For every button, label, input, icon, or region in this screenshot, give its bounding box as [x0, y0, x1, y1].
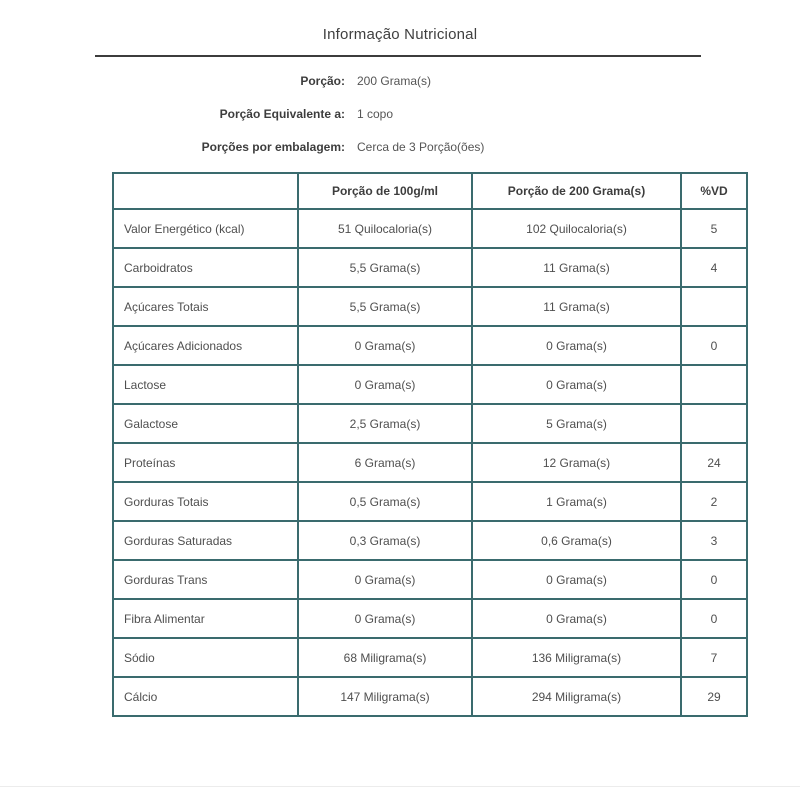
- serving-equivalent-label: Porção Equivalente a:: [219, 106, 345, 121]
- servings-per-pack-label: Porções por embalagem:: [201, 139, 345, 154]
- table-cell-nutrient: Fibra Alimentar: [113, 599, 298, 638]
- table-cell-per-100: 5,5 Grama(s): [298, 248, 472, 287]
- table-cell-nutrient: Açúcares Adicionados: [113, 326, 298, 365]
- table-cell-per-serving: 11 Grama(s): [472, 287, 681, 326]
- table-cell-vd: 29: [681, 677, 747, 716]
- table-cell-nutrient: Valor Energético (kcal): [113, 209, 298, 248]
- table-cell-vd: [681, 404, 747, 443]
- table-cell-per-100: 0 Grama(s): [298, 326, 472, 365]
- serving-info-section: [0, 64, 800, 163]
- table-row: [113, 521, 747, 560]
- table-cell-per-100: 147 Miligrama(s): [298, 677, 472, 716]
- table-cell-nutrient: Cálcio: [113, 677, 298, 716]
- table-row: [113, 482, 747, 521]
- table-cell-per-100: 51 Quilocaloria(s): [298, 209, 472, 248]
- table-cell-nutrient: Galactose: [113, 404, 298, 443]
- table-cell-per-100: 0,3 Grama(s): [298, 521, 472, 560]
- title-divider: [95, 55, 701, 57]
- nutrition-table: [112, 172, 748, 717]
- serving-size-label: Porção:: [300, 73, 345, 88]
- table-cell-vd: 4: [681, 248, 747, 287]
- page-title: Informação Nutricional: [322, 26, 478, 43]
- table-cell-per-serving: 0,6 Grama(s): [472, 521, 681, 560]
- table-cell-per-serving: 12 Grama(s): [472, 443, 681, 482]
- table-cell-per-serving: 11 Grama(s): [472, 248, 681, 287]
- table-cell-vd: 7: [681, 638, 747, 677]
- table-cell-per-serving: 102 Quilocaloria(s): [472, 209, 681, 248]
- table-cell-per-100: 68 Miligrama(s): [298, 638, 472, 677]
- table-cell-per-100: 2,5 Grama(s): [298, 404, 472, 443]
- table-cell-per-100: 0 Grama(s): [298, 365, 472, 404]
- table-row: [113, 209, 747, 248]
- table-cell-vd: 0: [681, 560, 747, 599]
- table-cell-nutrient: Açúcares Totais: [113, 287, 298, 326]
- table-cell-nutrient: Gorduras Saturadas: [113, 521, 298, 560]
- table-row: [113, 560, 747, 599]
- table-cell-per-serving: 0 Grama(s): [472, 365, 681, 404]
- table-cell-per-serving: 136 Miligrama(s): [472, 638, 681, 677]
- table-cell-nutrient: Lactose: [113, 365, 298, 404]
- table-row: [113, 404, 747, 443]
- table-cell-per-100: 0 Grama(s): [298, 599, 472, 638]
- header-cell-nutrient: [113, 173, 298, 209]
- header-cell-vd-percent: %VD: [681, 173, 747, 209]
- table-row: [113, 248, 747, 287]
- nutrition-table-body: [113, 209, 747, 716]
- table-cell-nutrient: Gorduras Trans: [113, 560, 298, 599]
- serving-size-value: 200 Grama(s): [357, 73, 432, 88]
- table-cell-per-100: 0 Grama(s): [298, 560, 472, 599]
- header-row: [113, 173, 747, 209]
- table-cell-vd: [681, 365, 747, 404]
- table-cell-per-100: 0,5 Grama(s): [298, 482, 472, 521]
- table-row: [113, 638, 747, 677]
- table-cell-vd: [681, 287, 747, 326]
- table-cell-per-serving: 5 Grama(s): [472, 404, 681, 443]
- table-cell-per-serving: 1 Grama(s): [472, 482, 681, 521]
- table-cell-nutrient: Sódio: [113, 638, 298, 677]
- table-row: [113, 599, 747, 638]
- table-cell-vd: 5: [681, 209, 747, 248]
- table-cell-nutrient: Proteínas: [113, 443, 298, 482]
- table-cell-per-serving: 294 Miligrama(s): [472, 677, 681, 716]
- serving-equivalent-value: 1 copo: [357, 106, 394, 121]
- header-cell-per-100: Porção de 100g/ml: [298, 173, 472, 209]
- table-row: [113, 443, 747, 482]
- nutrition-table-wrapper: [112, 172, 748, 717]
- table-cell-vd: 24: [681, 443, 747, 482]
- table-cell-per-100: 5,5 Grama(s): [298, 287, 472, 326]
- table-cell-nutrient: Gorduras Totais: [113, 482, 298, 521]
- table-cell-vd: 3: [681, 521, 747, 560]
- table-cell-nutrient: Carboidratos: [113, 248, 298, 287]
- header-cell-per-serving: Porção de 200 Grama(s): [472, 173, 681, 209]
- table-cell-per-serving: 0 Grama(s): [472, 326, 681, 365]
- table-cell-vd: 0: [681, 599, 747, 638]
- table-cell-vd: 0: [681, 326, 747, 365]
- servings-per-pack-value: Cerca de 3 Porção(ões): [357, 139, 485, 154]
- nutrition-table-head: [113, 173, 747, 209]
- table-row: [113, 677, 747, 716]
- table-cell-vd: 2: [681, 482, 747, 521]
- bottom-divider: [0, 786, 800, 787]
- table-row: [113, 365, 747, 404]
- table-cell-per-serving: 0 Grama(s): [472, 560, 681, 599]
- table-cell-per-100: 6 Grama(s): [298, 443, 472, 482]
- table-cell-per-serving: 0 Grama(s): [472, 599, 681, 638]
- table-row: [113, 326, 747, 365]
- table-row: [113, 287, 747, 326]
